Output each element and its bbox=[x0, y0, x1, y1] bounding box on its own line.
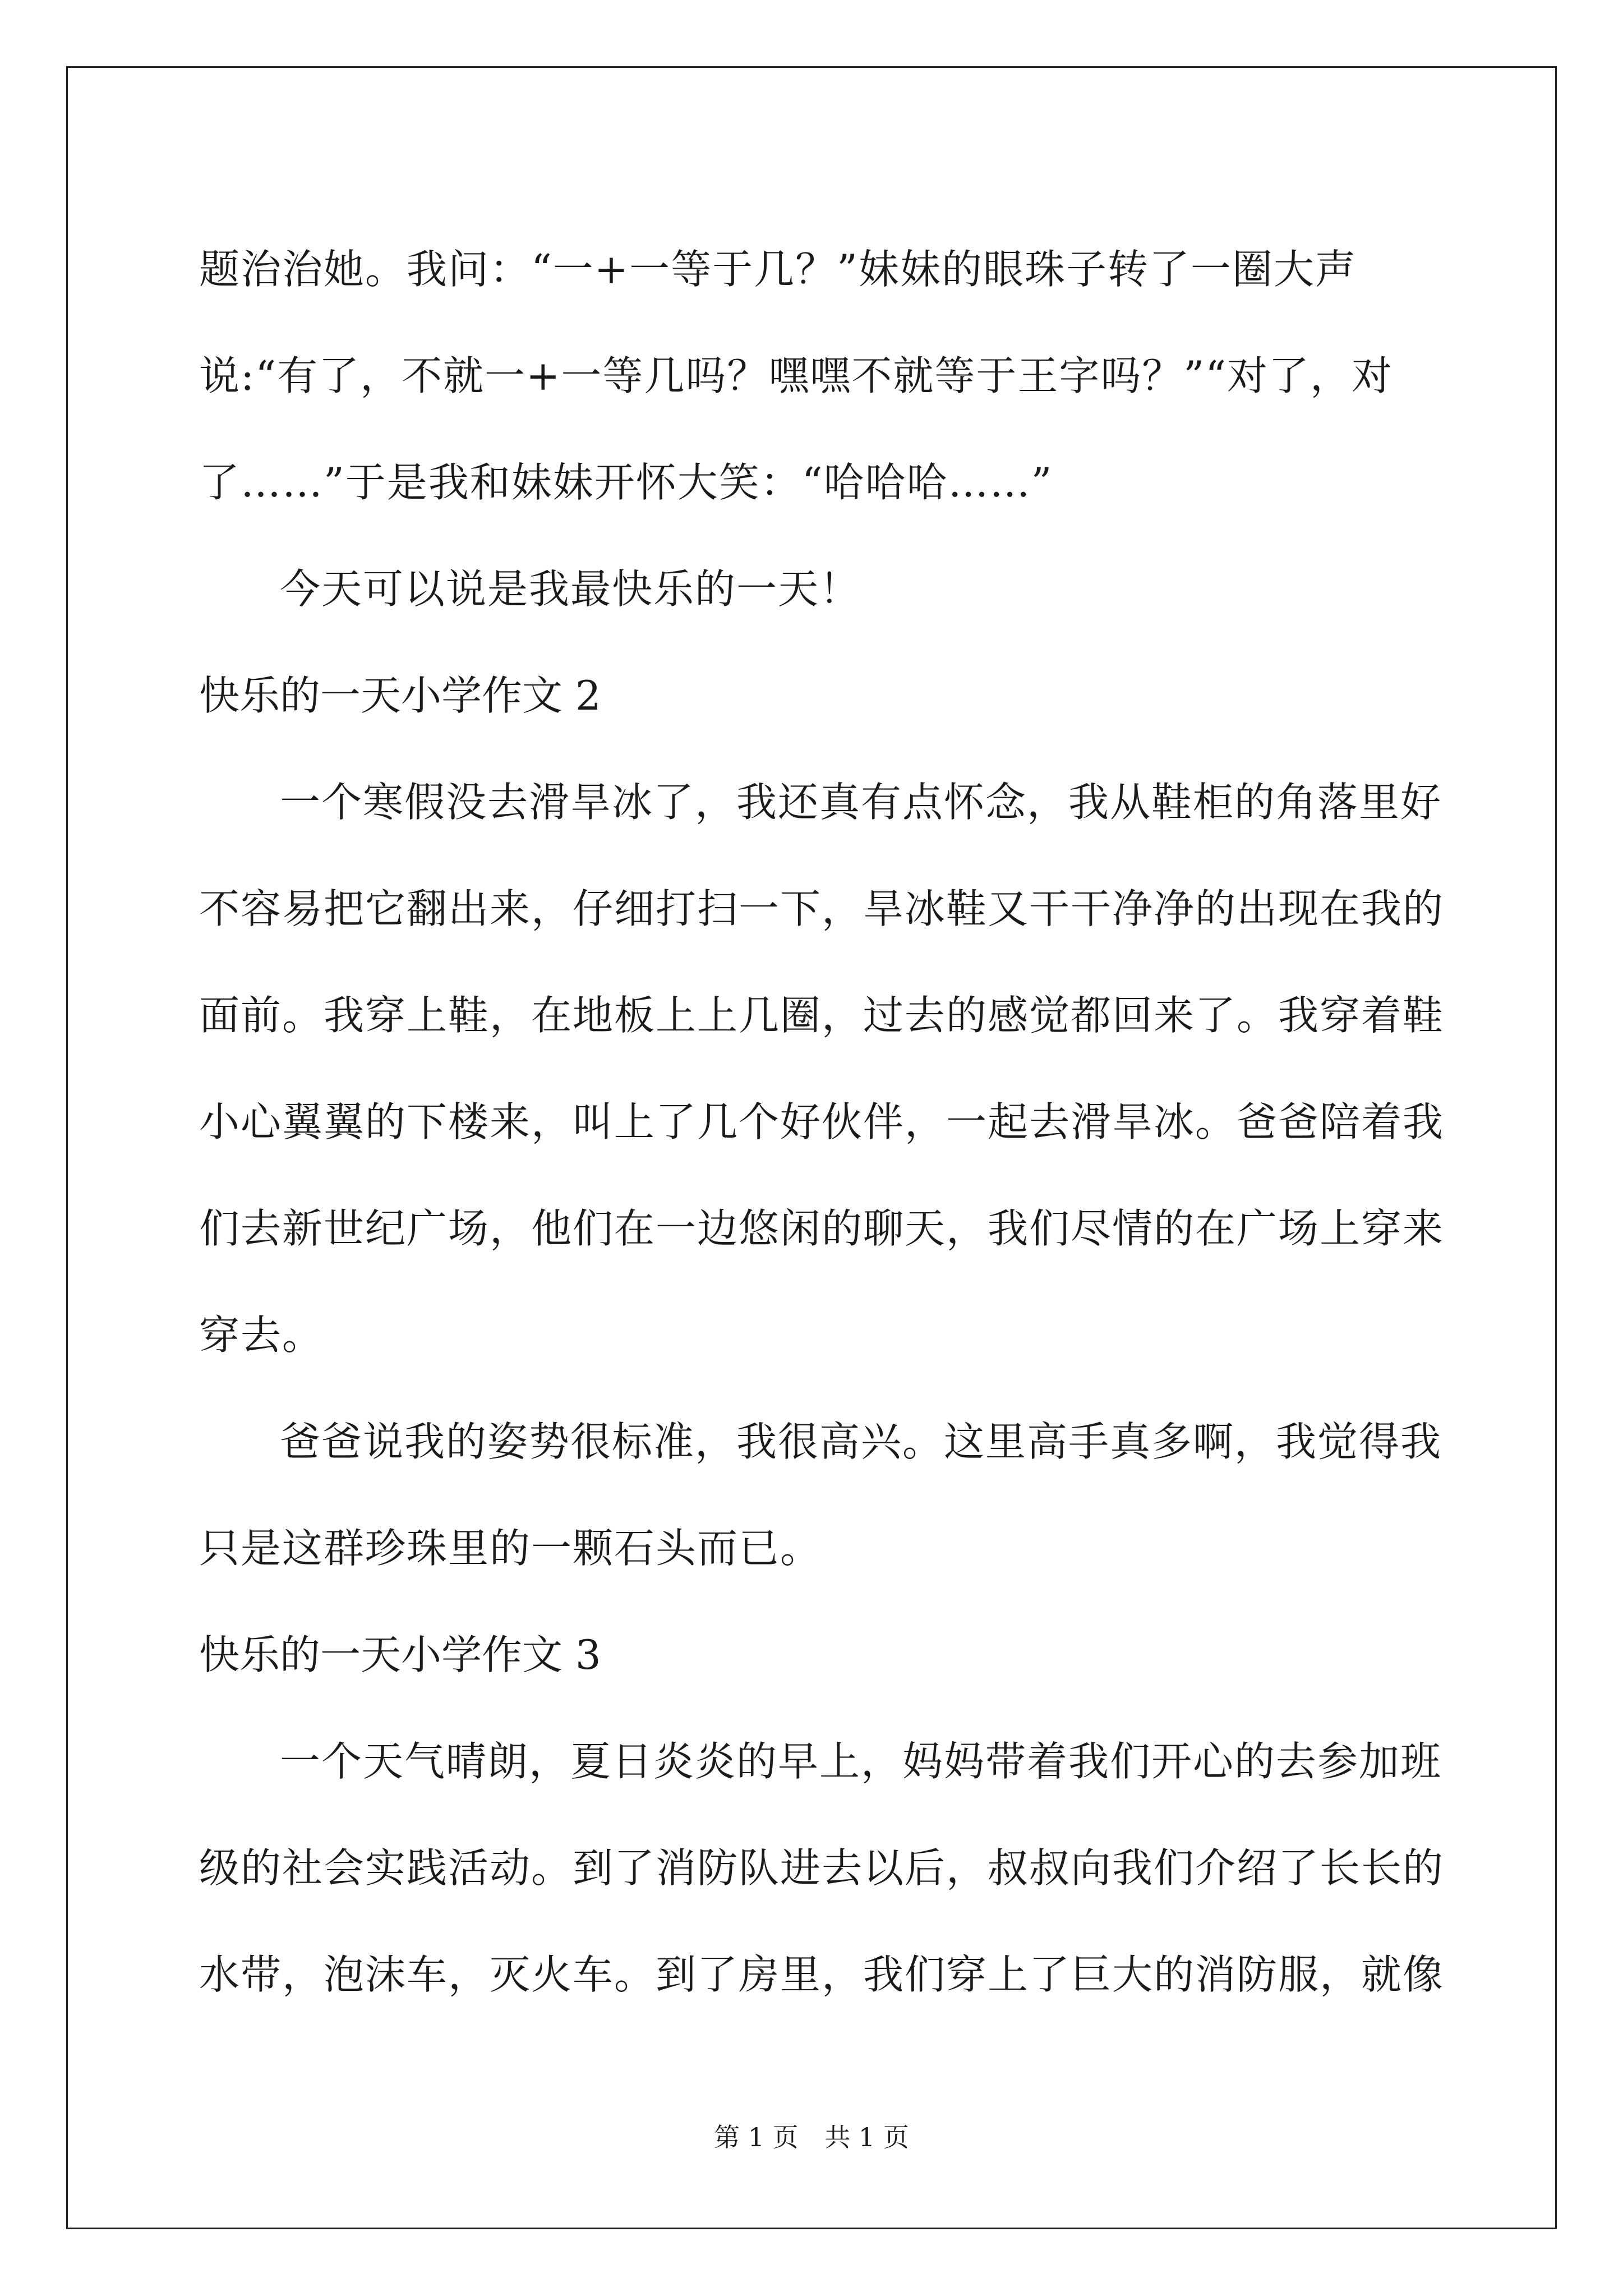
page-number: 第 1 页 bbox=[714, 2122, 799, 2152]
text-line: 一个寒假没去滑旱冰了，我还真有点怀念，我从鞋柜的角落里好 bbox=[280, 779, 1442, 826]
page-total: 共 1 页 bbox=[824, 2122, 909, 2152]
section-heading: 快乐的一天小学作文 3 bbox=[199, 1631, 601, 1678]
text-line: 水带，泡沫车，灭火车。到了房里，我们穿上了巨大的消防服，就像 bbox=[199, 1951, 1445, 1998]
text-line: 不容易把它翻出来，仔细打扫一下，旱冰鞋又干干净净的出现在我的 bbox=[199, 885, 1445, 932]
page-footer bbox=[0, 2120, 1623, 2154]
text-line: 一个天气晴朗，夏日炎炎的早上，妈妈带着我们开心的去参加班 bbox=[280, 1738, 1442, 1785]
text-line: 小心翼翼的下楼来，叫上了几个好伙伴，一起去滑旱冰。爸爸陪着我 bbox=[199, 1098, 1445, 1145]
text-line: 了……”于是我和妹妹开怀大笑：“哈哈哈……” bbox=[199, 459, 1053, 506]
text-line: 们去新世纪广场，他们在一边悠闲的聊天，我们尽情的在广场上穿来 bbox=[199, 1205, 1445, 1252]
text-line: 爸爸说我的姿势很标准，我很高兴。这里高手真多啊，我觉得我 bbox=[280, 1418, 1442, 1465]
text-line: 题治治她。我问：“一+一等于几？”妹妹的眼珠子转了一圈大声 bbox=[199, 246, 1357, 293]
text-line: 说:“有了，不就一+一等几吗？嘿嘿不就等于王字吗？”“对了，对 bbox=[199, 352, 1394, 399]
text-line: 只是这群珍珠里的一颗石头而已。 bbox=[199, 1525, 822, 1572]
text-line: 级的社会实践活动。到了消防队进去以后，叔叔向我们介绍了长长的 bbox=[199, 1844, 1445, 1892]
text-line: 今天可以说是我最快乐的一天！ bbox=[280, 565, 861, 613]
document-body bbox=[199, 216, 1445, 2028]
text-line: 穿去。 bbox=[199, 1312, 324, 1359]
section-heading: 快乐的一天小学作文 2 bbox=[199, 672, 601, 719]
text-line: 面前。我穿上鞋，在地板上上几圈，过去的感觉都回来了。我穿着鞋 bbox=[199, 992, 1445, 1039]
